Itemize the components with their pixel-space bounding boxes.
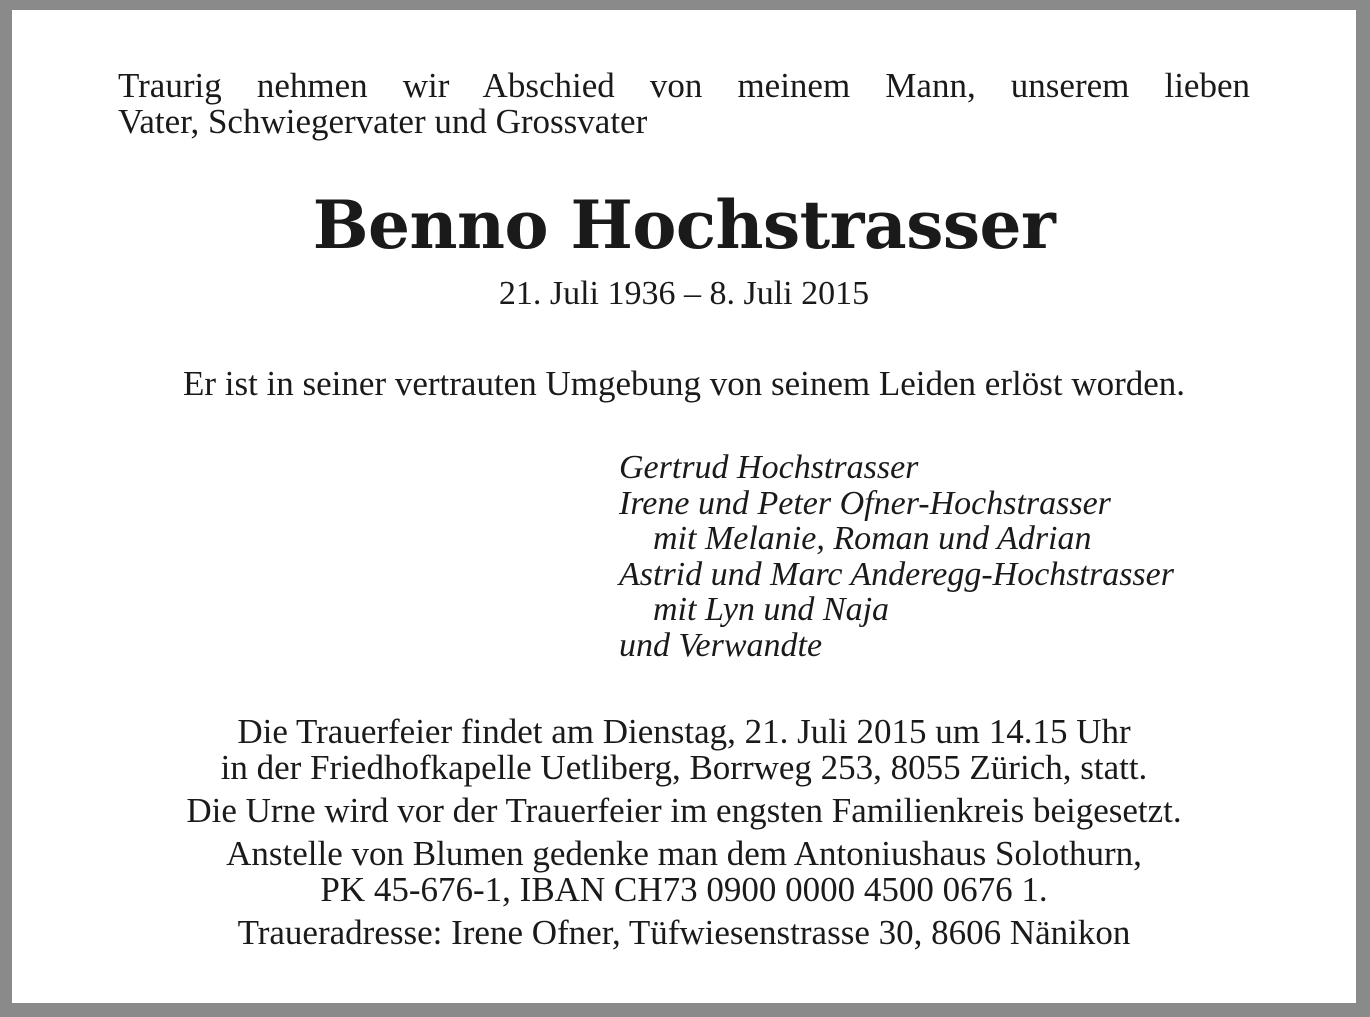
funeral-info <box>12 714 1356 951</box>
ceremony-line: in der Friedhofkapelle Uetliberg, Borrweg 253, 8055 Zürich, statt. <box>220 748 1148 787</box>
mourner-line: und Verwandte <box>619 626 823 664</box>
deceased-name: Benno Hochstrasser <box>312 186 1056 264</box>
donation-line: Anstelle von Blumen gedenke man dem Antoniushaus Solothurn, <box>226 834 1142 873</box>
mourners-list <box>619 450 1174 663</box>
mourner-line: mit Melanie, Roman und Adrian <box>653 520 1092 557</box>
mourner-line: Astrid und Marc Anderegg-Hochstrasser <box>619 555 1174 593</box>
donation-line: PK 45-676-1, IBAN CH73 0900 0000 4500 0676 1. <box>320 870 1048 909</box>
life-dates: 21. Juli 1936 – 8. Juli 2015 <box>498 275 870 312</box>
mourner-line: Irene und Peter Ofner-Hochstrasser <box>619 484 1111 522</box>
intro-text <box>118 68 1250 140</box>
mourner-line: mit Lyn und Naja <box>653 591 890 628</box>
obituary-notice <box>12 10 1356 1003</box>
intro-line: Traurig nehmen wir Abschied von meinem Mann, unserem lieben <box>118 66 1250 105</box>
statement-text: Er ist in seiner vertrauten Umgebung von seinem Leiden erlöst worden. <box>182 364 1186 403</box>
urn-line: Die Urne wird vor der Trauerfeier im engsten Familienkreis beigesetzt. <box>186 791 1182 830</box>
intro-line: Vater, Schwiegervater und Grossvater <box>118 102 648 141</box>
ceremony-line: Die Trauerfeier findet am Dienstag, 21. Juli 2015 um 14.15 Uhr <box>237 712 1131 751</box>
address-line: Traueradresse: Irene Ofner, Tüfwiesenstrasse 30, 8606 Nänikon <box>237 913 1131 952</box>
mourner-line: Gertrud Hochstrasser <box>619 449 919 486</box>
